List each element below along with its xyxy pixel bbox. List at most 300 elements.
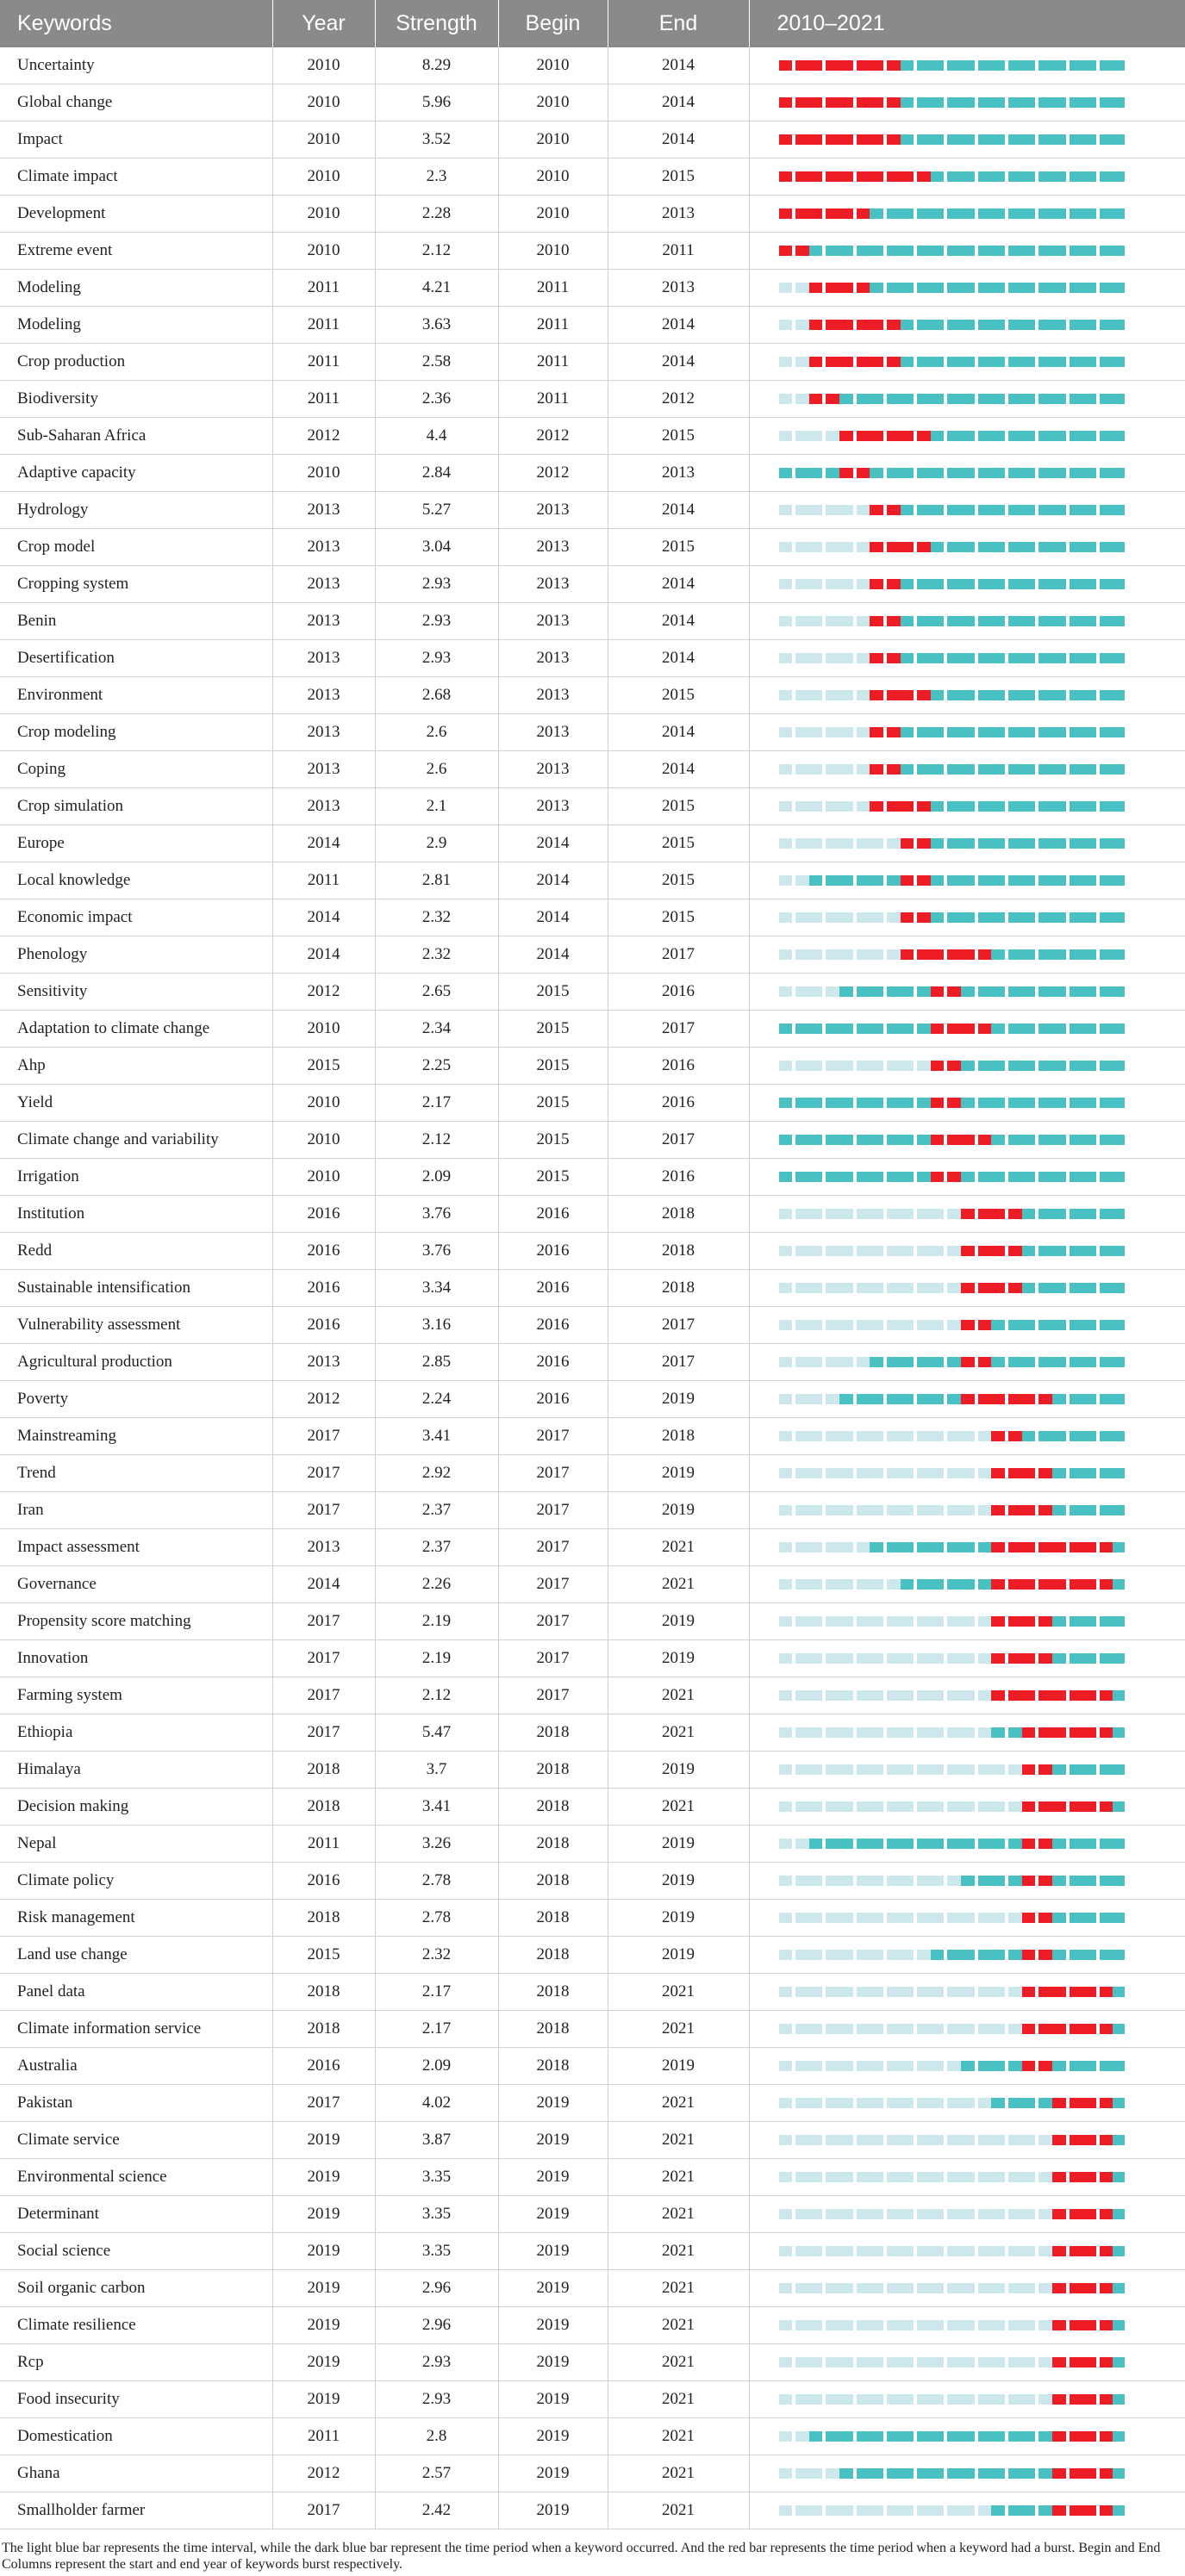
segment-divider — [1066, 1320, 1070, 1330]
occurrence-segment — [1113, 616, 1125, 626]
table-row — [0, 1826, 1185, 1863]
segment-divider — [853, 2320, 857, 2330]
segment-divider — [1096, 2394, 1100, 2405]
keyword-cell: Biodiversity — [0, 381, 272, 418]
begin-cell: 2011 — [498, 344, 608, 381]
segment-divider — [1005, 2283, 1008, 2293]
segment-divider — [1066, 171, 1070, 182]
segment-divider — [1096, 1024, 1100, 1034]
burst-timeline-bar — [779, 542, 1126, 552]
burst-timeline-bar — [779, 1320, 1126, 1330]
keyword-cell: Desertification — [0, 640, 272, 677]
keyword-cell: Sustainable intensification — [0, 1270, 272, 1307]
keyword-cell: Phenology — [0, 936, 272, 974]
segment-divider — [822, 1135, 826, 1145]
segment-divider — [883, 1357, 887, 1367]
segment-divider — [792, 1468, 795, 1478]
occurrence-segment — [1113, 1690, 1125, 1701]
segment-divider — [1096, 2209, 1100, 2219]
burst-timeline-bar — [779, 949, 1126, 960]
segment-divider — [944, 949, 947, 960]
table-row — [0, 899, 1185, 936]
segment-divider — [975, 1801, 978, 1812]
occurrence-segment — [1113, 2431, 1125, 2442]
keyword-cell: Sensitivity — [0, 974, 272, 1011]
segment-divider — [822, 1172, 826, 1182]
segment-divider — [944, 2431, 947, 2442]
year-cell: 2016 — [272, 1270, 375, 1307]
burst-timeline-bar — [779, 986, 1126, 997]
segment-divider — [1066, 616, 1070, 626]
segment-divider — [914, 1579, 917, 1590]
timeline-cell — [749, 1789, 1185, 1826]
segment-divider — [883, 727, 887, 737]
year-cell: 2011 — [272, 344, 375, 381]
occurrence-segment — [1113, 60, 1125, 71]
segment-divider — [853, 320, 857, 330]
begin-cell: 2016 — [498, 1344, 608, 1381]
segment-divider — [822, 320, 826, 330]
segment-divider — [1035, 1727, 1038, 1738]
segment-divider — [1096, 246, 1100, 256]
burst-timeline-bar — [779, 1468, 1126, 1478]
segment-divider — [1005, 97, 1008, 108]
segment-divider — [1066, 505, 1070, 515]
timeline-cell — [749, 788, 1185, 825]
strength-cell: 5.96 — [375, 84, 498, 121]
keyword-cell: Risk management — [0, 1900, 272, 1937]
segment-divider — [822, 171, 826, 182]
segment-divider — [792, 1172, 795, 1182]
segment-divider — [822, 949, 826, 960]
burst-timeline-bar — [779, 1913, 1126, 1923]
end-cell: 2016 — [608, 1085, 749, 1122]
segment-divider — [1035, 542, 1038, 552]
year-cell: 2017 — [272, 1640, 375, 1677]
table-row — [0, 2159, 1185, 2196]
table-row — [0, 2270, 1185, 2307]
burst-timeline-bar — [779, 357, 1126, 367]
segment-divider — [822, 283, 826, 293]
table-row — [0, 1455, 1185, 1492]
end-cell: 2018 — [608, 1270, 749, 1307]
burst-timeline-bar — [779, 690, 1126, 700]
begin-cell: 2017 — [498, 1566, 608, 1603]
table-row — [0, 1603, 1185, 1640]
segment-divider — [1035, 690, 1038, 700]
year-cell: 2010 — [272, 455, 375, 492]
begin-cell: 2012 — [498, 455, 608, 492]
segment-divider — [944, 2468, 947, 2479]
segment-divider — [1005, 431, 1008, 441]
keyword-cell: Irrigation — [0, 1159, 272, 1196]
segment-divider — [1066, 542, 1070, 552]
segment-divider — [853, 1283, 857, 1293]
year-cell: 2013 — [272, 1529, 375, 1566]
segment-divider — [853, 505, 857, 515]
segment-divider — [1066, 1764, 1070, 1775]
segment-divider — [944, 1283, 947, 1293]
timeline-cell — [749, 1863, 1185, 1900]
segment-divider — [914, 1950, 917, 1960]
occurrence-segment — [1113, 1135, 1125, 1145]
begin-cell: 2019 — [498, 2233, 608, 2270]
timeline-cell — [749, 196, 1185, 233]
segment-divider — [1126, 542, 1130, 552]
begin-cell: 2010 — [498, 233, 608, 270]
segment-divider — [883, 2061, 887, 2071]
timeline-cell — [749, 492, 1185, 529]
burst-timeline-bar — [779, 1542, 1126, 1552]
end-cell: 2013 — [608, 455, 749, 492]
segment-divider — [914, 283, 917, 293]
segment-divider — [1126, 208, 1130, 219]
segment-divider — [883, 2135, 887, 2145]
begin-cell: 2018 — [498, 1826, 608, 1863]
segment-divider — [944, 1950, 947, 1960]
burst-timeline-bar — [779, 394, 1126, 404]
segment-divider — [1066, 2246, 1070, 2256]
segment-divider — [883, 1987, 887, 1997]
segment-divider — [822, 986, 826, 997]
begin-cell: 2019 — [498, 2381, 608, 2418]
segment-divider — [1035, 2357, 1038, 2368]
burst-timeline-bar — [779, 2283, 1126, 2293]
segment-divider — [822, 1024, 826, 1034]
segment-divider — [883, 1876, 887, 1886]
keyword-cell: Climate resilience — [0, 2307, 272, 2344]
segment-divider — [1066, 2098, 1070, 2108]
segment-divider — [914, 986, 917, 997]
segment-divider — [822, 468, 826, 478]
keyword-cell: Climate policy — [0, 1863, 272, 1900]
occurrence-segment — [1113, 2098, 1125, 2108]
burst-timeline-bar — [779, 320, 1126, 330]
segment-divider — [1126, 2135, 1130, 2145]
begin-cell: 2016 — [498, 1381, 608, 1418]
segment-divider — [1066, 2172, 1070, 2182]
segment-divider — [1126, 1468, 1130, 1478]
burst-timeline-bar — [779, 97, 1126, 108]
segment-divider — [792, 2394, 795, 2405]
segment-divider — [1066, 1542, 1070, 1552]
keyword-cell: Crop production — [0, 344, 272, 381]
segment-divider — [1005, 171, 1008, 182]
timeline-cell — [749, 1455, 1185, 1492]
segment-divider — [792, 1950, 795, 1960]
end-cell: 2019 — [608, 1863, 749, 1900]
keyword-cell: Domestication — [0, 2418, 272, 2455]
segment-divider — [975, 1913, 978, 1923]
occurrence-segment — [1113, 2135, 1125, 2145]
burst-timeline-bar — [779, 1950, 1126, 1960]
strength-cell: 2.12 — [375, 233, 498, 270]
burst-timeline-bar — [779, 2024, 1126, 2034]
segment-divider — [883, 1283, 887, 1293]
table-row — [0, 751, 1185, 788]
segment-divider — [1066, 727, 1070, 737]
segment-divider — [853, 60, 857, 71]
segment-divider — [975, 986, 978, 997]
year-cell: 2019 — [272, 2233, 375, 2270]
segment-divider — [1005, 1357, 1008, 1367]
segment-divider — [1096, 1394, 1100, 1404]
segment-divider — [975, 2061, 978, 2071]
timeline-cell — [749, 1900, 1185, 1937]
segment-divider — [914, 246, 917, 256]
table-row — [0, 1566, 1185, 1603]
segment-divider — [944, 283, 947, 293]
segment-divider — [1126, 320, 1130, 330]
segment-divider — [822, 1839, 826, 1849]
segment-divider — [944, 912, 947, 923]
segment-divider — [975, 764, 978, 775]
segment-divider — [914, 431, 917, 441]
segment-divider — [853, 2098, 857, 2108]
begin-cell: 2013 — [498, 751, 608, 788]
begin-cell: 2019 — [498, 2418, 608, 2455]
keyword-cell: Trend — [0, 1455, 272, 1492]
segment-divider — [1096, 912, 1100, 923]
segment-divider — [822, 1320, 826, 1330]
header-keywords: Keywords — [0, 0, 272, 47]
burst-timeline-bar — [779, 1764, 1126, 1775]
segment-divider — [944, 2505, 947, 2516]
segment-divider — [1096, 1727, 1100, 1738]
segment-divider — [853, 468, 857, 478]
segment-divider — [914, 2098, 917, 2108]
strength-cell: 2.92 — [375, 1455, 498, 1492]
begin-cell: 2013 — [498, 492, 608, 529]
segment-divider — [914, 2431, 917, 2442]
segment-divider — [792, 1098, 795, 1108]
segment-divider — [1005, 1468, 1008, 1478]
segment-divider — [1066, 1950, 1070, 1960]
segment-divider — [944, 1505, 947, 1515]
segment-divider — [853, 616, 857, 626]
occurrence-segment — [1113, 1468, 1125, 1478]
segment-divider — [944, 505, 947, 515]
segment-divider — [792, 1061, 795, 1071]
segment-divider — [914, 1431, 917, 1441]
segment-divider — [944, 653, 947, 663]
segment-divider — [1035, 246, 1038, 256]
segment-divider — [853, 1061, 857, 1071]
segment-divider — [975, 1764, 978, 1775]
segment-divider — [914, 2505, 917, 2516]
strength-cell: 3.34 — [375, 1270, 498, 1307]
segment-divider — [822, 1579, 826, 1590]
segment-divider — [792, 208, 795, 219]
timeline-cell — [749, 2307, 1185, 2344]
timeline-cell — [749, 2159, 1185, 2196]
segment-divider — [1035, 1913, 1038, 1923]
segment-divider — [1126, 912, 1130, 923]
strength-cell: 2.32 — [375, 936, 498, 974]
segment-divider — [1126, 60, 1130, 71]
keyword-cell: Adaptation to climate change — [0, 1011, 272, 1048]
segment-divider — [1096, 171, 1100, 182]
table-row — [0, 196, 1185, 233]
occurrence-segment — [1113, 1061, 1125, 1071]
begin-cell: 2018 — [498, 1714, 608, 1752]
segment-divider — [883, 1061, 887, 1071]
table-row — [0, 270, 1185, 307]
segment-divider — [853, 838, 857, 849]
segment-divider — [1126, 283, 1130, 293]
segment-divider — [914, 394, 917, 404]
segment-divider — [1005, 1283, 1008, 1293]
segment-divider — [1035, 1801, 1038, 1812]
segment-divider — [975, 616, 978, 626]
strength-cell: 3.35 — [375, 2159, 498, 2196]
segment-divider — [975, 2098, 978, 2108]
strength-cell: 2.32 — [375, 899, 498, 936]
occurrence-segment — [1113, 1505, 1125, 1515]
segment-divider — [944, 1876, 947, 1886]
end-cell: 2014 — [608, 121, 749, 159]
timeline-cell — [749, 1344, 1185, 1381]
end-cell: 2015 — [608, 418, 749, 455]
segment-divider — [1126, 1098, 1130, 1108]
segment-divider — [792, 1024, 795, 1034]
segment-divider — [1005, 579, 1008, 589]
segment-divider — [944, 97, 947, 108]
end-cell: 2021 — [608, 1677, 749, 1714]
segment-divider — [975, 1690, 978, 1701]
end-cell: 2019 — [608, 1900, 749, 1937]
table-row — [0, 1344, 1185, 1381]
timeline-cell — [749, 529, 1185, 566]
segment-divider — [853, 2357, 857, 2368]
timeline-cell — [749, 2011, 1185, 2048]
burst-timeline-bar — [779, 1431, 1126, 1441]
strength-cell: 2.81 — [375, 862, 498, 899]
segment-divider — [1035, 1987, 1038, 1997]
segment-divider — [1066, 1987, 1070, 1997]
segment-divider — [975, 1542, 978, 1552]
strength-cell: 2.32 — [375, 1937, 498, 1974]
year-cell: 2017 — [272, 1714, 375, 1752]
timeline-cell — [749, 2122, 1185, 2159]
table-row — [0, 1974, 1185, 2011]
segment-divider — [883, 579, 887, 589]
segment-divider — [944, 1024, 947, 1034]
segment-divider — [1005, 2135, 1008, 2145]
segment-divider — [1096, 1653, 1100, 1664]
segment-divider — [1096, 1135, 1100, 1145]
strength-cell: 2.6 — [375, 751, 498, 788]
segment-divider — [975, 468, 978, 478]
begin-cell: 2013 — [498, 677, 608, 714]
keyword-cell: Environmental science — [0, 2159, 272, 2196]
year-cell: 2010 — [272, 233, 375, 270]
segment-divider — [853, 1320, 857, 1330]
segment-divider — [1096, 2431, 1100, 2442]
segment-divider — [822, 1987, 826, 1997]
segment-divider — [883, 1579, 887, 1590]
segment-divider — [914, 208, 917, 219]
segment-divider — [792, 505, 795, 515]
segment-divider — [1096, 542, 1100, 552]
occurrence-segment — [1113, 2394, 1125, 2405]
segment-divider — [944, 320, 947, 330]
table-row — [0, 677, 1185, 714]
timeline-cell — [749, 1677, 1185, 1714]
segment-divider — [1126, 1394, 1130, 1404]
segment-divider — [944, 2283, 947, 2293]
segment-divider — [1035, 579, 1038, 589]
table-row — [0, 1529, 1185, 1566]
burst-timeline-bar — [779, 1246, 1126, 1256]
end-cell: 2021 — [608, 1714, 749, 1752]
segment-divider — [1126, 97, 1130, 108]
segment-divider — [975, 1876, 978, 1886]
year-cell: 2018 — [272, 1752, 375, 1789]
segment-divider — [914, 357, 917, 367]
timeline-cell — [749, 307, 1185, 344]
table-row — [0, 1863, 1185, 1900]
segment-divider — [1126, 2468, 1130, 2479]
timeline-cell — [749, 1937, 1185, 1974]
segment-divider — [883, 2246, 887, 2256]
table-row — [0, 1085, 1185, 1122]
segment-divider — [975, 690, 978, 700]
segment-divider — [944, 1690, 947, 1701]
segment-divider — [853, 1801, 857, 1812]
begin-cell: 2017 — [498, 1455, 608, 1492]
segment-divider — [792, 1987, 795, 1997]
occurrence-segment — [1113, 1839, 1125, 1849]
segment-divider — [792, 801, 795, 812]
segment-divider — [1126, 1876, 1130, 1886]
segment-divider — [853, 1653, 857, 1664]
segment-divider — [1035, 171, 1038, 182]
burst-timeline-bar — [779, 1839, 1126, 1849]
strength-cell: 2.37 — [375, 1529, 498, 1566]
table-row — [0, 825, 1185, 862]
keyword-cell: Benin — [0, 603, 272, 640]
occurrence-segment — [1113, 171, 1125, 182]
segment-divider — [1066, 1061, 1070, 1071]
end-cell: 2019 — [608, 1937, 749, 1974]
segment-divider — [914, 1468, 917, 1478]
segment-divider — [1035, 2468, 1038, 2479]
begin-cell: 2015 — [498, 1122, 608, 1159]
segment-divider — [914, 1394, 917, 1404]
segment-divider — [914, 1801, 917, 1812]
strength-cell: 3.87 — [375, 2122, 498, 2159]
segment-divider — [883, 246, 887, 256]
segment-divider — [853, 2431, 857, 2442]
segment-divider — [883, 2209, 887, 2219]
strength-cell: 3.26 — [375, 1826, 498, 1863]
end-cell: 2011 — [608, 233, 749, 270]
end-cell: 2021 — [608, 1974, 749, 2011]
strength-cell: 2.19 — [375, 1640, 498, 1677]
segment-divider — [944, 1061, 947, 1071]
end-cell: 2015 — [608, 159, 749, 196]
segment-divider — [883, 134, 887, 145]
burst-timeline-bar — [779, 1616, 1126, 1627]
segment-divider — [853, 1727, 857, 1738]
year-cell: 2017 — [272, 2492, 375, 2529]
strength-cell: 2.57 — [375, 2455, 498, 2492]
occurrence-segment — [1113, 801, 1125, 812]
end-cell: 2017 — [608, 1307, 749, 1344]
timeline-cell — [749, 2233, 1185, 2270]
segment-divider — [914, 801, 917, 812]
